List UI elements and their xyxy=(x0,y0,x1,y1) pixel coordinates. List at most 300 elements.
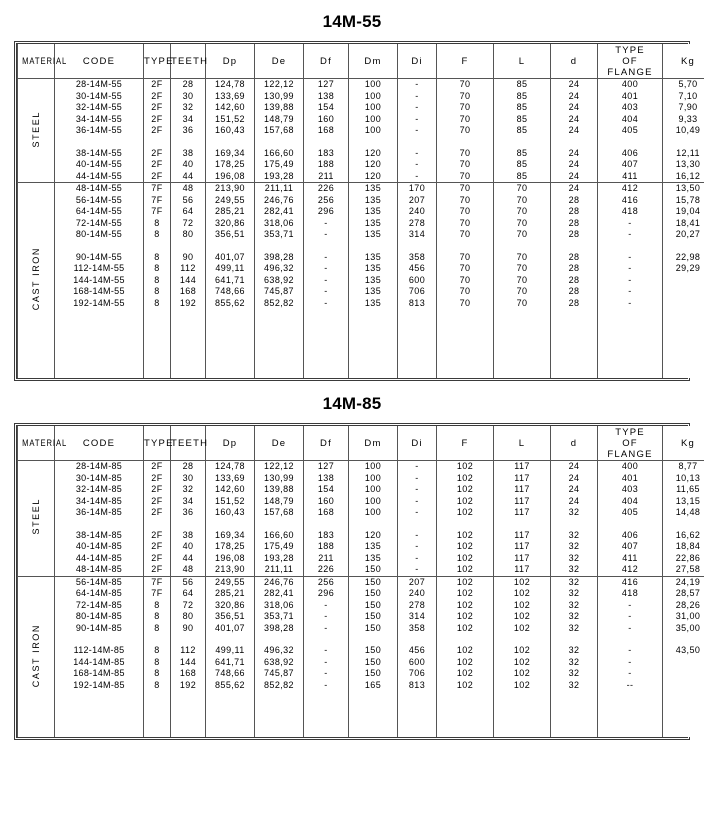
table-header-row xyxy=(18,44,704,79)
cell-code: 64-14M-85 xyxy=(55,588,144,600)
cell-d: 28 xyxy=(551,229,598,241)
cell-de: 175,49 xyxy=(255,159,304,171)
table-row xyxy=(18,530,704,542)
cell-empty xyxy=(171,634,206,645)
cell-di: - xyxy=(398,461,437,473)
cell-f: 70 xyxy=(437,263,494,275)
cell-dp: 160,43 xyxy=(206,125,255,137)
cell-d: 24 xyxy=(551,183,598,195)
cell-type: 2F xyxy=(144,171,171,183)
table-row xyxy=(18,496,704,508)
cell-l: 70 xyxy=(494,298,551,310)
cell-f: 102 xyxy=(437,461,494,473)
cell-d: 32 xyxy=(551,553,598,565)
cell-code: 32-14M-85 xyxy=(55,484,144,496)
cell-dm: 135 xyxy=(349,206,398,218)
cell-de: 122,12 xyxy=(255,79,304,91)
cell-code: 28-14M-85 xyxy=(55,461,144,473)
group-spacer-row xyxy=(18,241,704,252)
cell-teeth: 72 xyxy=(171,600,206,612)
column-header-flange: TYPE OF FLANGE xyxy=(598,44,663,79)
cell-type: 2F xyxy=(144,79,171,91)
column-header-dp: Dp xyxy=(206,426,255,461)
cell-empty xyxy=(598,726,663,738)
table-row xyxy=(18,484,704,496)
cell-df: - xyxy=(304,298,349,310)
cell-kg: 13,30 xyxy=(663,159,704,171)
cell-empty xyxy=(304,703,349,715)
cell-f: 70 xyxy=(437,275,494,287)
cell-empty xyxy=(171,355,206,367)
cell-d: 32 xyxy=(551,530,598,542)
cell-empty xyxy=(437,309,494,321)
cell-empty xyxy=(398,519,437,530)
table-row xyxy=(18,645,704,657)
cell-empty xyxy=(598,634,663,645)
cell-kg: 8,77 xyxy=(663,461,704,473)
cell-empty xyxy=(304,321,349,333)
cell-type: 2F xyxy=(144,553,171,565)
cell-empty xyxy=(663,691,704,703)
cell-empty xyxy=(206,703,255,715)
cell-de: 193,28 xyxy=(255,171,304,183)
cell-code: 112-14M-55 xyxy=(55,263,144,275)
table-row xyxy=(18,195,704,207)
column-header-l: L xyxy=(494,44,551,79)
cell-kg xyxy=(663,275,704,287)
cell-empty xyxy=(349,367,398,379)
cell-di: - xyxy=(398,148,437,160)
cell-empty xyxy=(55,309,144,321)
cell-dm: 100 xyxy=(349,507,398,519)
cell-l: 85 xyxy=(494,159,551,171)
cell-l: 117 xyxy=(494,564,551,576)
cell-df: 226 xyxy=(304,564,349,576)
cell-dm: 120 xyxy=(349,530,398,542)
cell-empty xyxy=(494,714,551,726)
cell-l: 102 xyxy=(494,600,551,612)
cell-di: 278 xyxy=(398,218,437,230)
cell-d: 24 xyxy=(551,473,598,485)
cell-code: 72-14M-85 xyxy=(55,600,144,612)
cell-f: 102 xyxy=(437,530,494,542)
cell-empty xyxy=(494,332,551,344)
cell-teeth: 38 xyxy=(171,530,206,542)
cell-teeth: 80 xyxy=(171,611,206,623)
table-row xyxy=(18,206,704,218)
cell-teeth: 144 xyxy=(171,275,206,287)
cell-kg: 22,86 xyxy=(663,553,704,565)
cell-empty xyxy=(304,714,349,726)
cell-type: 8 xyxy=(144,218,171,230)
cell-empty xyxy=(304,241,349,252)
column-header-code: CODE xyxy=(55,44,144,79)
cell-kg xyxy=(663,680,704,692)
cell-di: 600 xyxy=(398,657,437,669)
cell-de: 175,49 xyxy=(255,541,304,553)
cell-code: 44-14M-55 xyxy=(55,171,144,183)
material-label: CAST IRON xyxy=(30,247,41,311)
cell-dp: 320,86 xyxy=(206,218,255,230)
cell-flange: - xyxy=(598,229,663,241)
cell-type: 8 xyxy=(144,645,171,657)
cell-teeth: 144 xyxy=(171,657,206,669)
filler-row xyxy=(18,332,704,344)
table-row xyxy=(18,553,704,565)
table-row xyxy=(18,159,704,171)
cell-dm: 100 xyxy=(349,496,398,508)
cell-empty xyxy=(304,344,349,356)
material-label: CAST IRON xyxy=(30,623,41,687)
cell-de: 638,92 xyxy=(255,657,304,669)
cell-empty xyxy=(398,241,437,252)
cell-kg: 27,58 xyxy=(663,564,704,576)
cell-code: 30-14M-55 xyxy=(55,91,144,103)
cell-dp: 178,25 xyxy=(206,541,255,553)
cell-type: 8 xyxy=(144,680,171,692)
cell-f: 102 xyxy=(437,588,494,600)
cell-df: 256 xyxy=(304,576,349,588)
material-label-cell xyxy=(18,79,55,183)
cell-empty xyxy=(55,367,144,379)
cell-empty xyxy=(598,367,663,379)
cell-df: 188 xyxy=(304,541,349,553)
cell-d: 32 xyxy=(551,507,598,519)
cell-empty xyxy=(598,241,663,252)
cell-flange: - xyxy=(598,275,663,287)
cell-f: 70 xyxy=(437,183,494,195)
cell-empty xyxy=(255,355,304,367)
cell-d: 28 xyxy=(551,252,598,264)
cell-flange: 406 xyxy=(598,148,663,160)
cell-d: 24 xyxy=(551,114,598,126)
cell-empty xyxy=(55,332,144,344)
cell-f: 102 xyxy=(437,564,494,576)
cell-de: 130,99 xyxy=(255,91,304,103)
cell-code: 168-14M-55 xyxy=(55,286,144,298)
cell-type: 8 xyxy=(144,229,171,241)
cell-empty xyxy=(255,332,304,344)
cell-flange: - xyxy=(598,657,663,669)
cell-f: 102 xyxy=(437,553,494,565)
cell-kg: 10,49 xyxy=(663,125,704,137)
cell-l: 70 xyxy=(494,195,551,207)
cell-flange: - xyxy=(598,645,663,657)
cell-l: 85 xyxy=(494,114,551,126)
cell-empty xyxy=(437,241,494,252)
cell-empty xyxy=(551,634,598,645)
cell-kg: 16,12 xyxy=(663,171,704,183)
cell-d: 24 xyxy=(551,102,598,114)
cell-teeth: 48 xyxy=(171,183,206,195)
cell-df: 138 xyxy=(304,91,349,103)
cell-kg xyxy=(663,286,704,298)
cell-de: 496,32 xyxy=(255,645,304,657)
table-row xyxy=(18,507,704,519)
cell-d: 32 xyxy=(551,680,598,692)
cell-empty xyxy=(494,691,551,703)
cell-d: 24 xyxy=(551,159,598,171)
cell-de: 166,60 xyxy=(255,530,304,542)
cell-teeth: 34 xyxy=(171,496,206,508)
cell-empty xyxy=(398,367,437,379)
cell-flange: 405 xyxy=(598,507,663,519)
cell-flange: 403 xyxy=(598,102,663,114)
cell-code: 38-14M-85 xyxy=(55,530,144,542)
cell-code: 80-14M-55 xyxy=(55,229,144,241)
cell-teeth: 90 xyxy=(171,623,206,635)
cell-dm: 120 xyxy=(349,148,398,160)
cell-empty xyxy=(349,344,398,356)
cell-dm: 150 xyxy=(349,576,398,588)
cell-flange: 404 xyxy=(598,114,663,126)
cell-empty xyxy=(55,344,144,356)
cell-d: 28 xyxy=(551,195,598,207)
cell-empty xyxy=(304,691,349,703)
cell-de: 318,06 xyxy=(255,218,304,230)
column-header-material: MATERIAL xyxy=(21,44,51,79)
cell-empty xyxy=(144,321,171,333)
cell-empty xyxy=(663,726,704,738)
cell-type: 8 xyxy=(144,600,171,612)
table-row xyxy=(18,286,704,298)
column-header-dm: Dm xyxy=(349,426,398,461)
cell-df: 160 xyxy=(304,496,349,508)
cell-f: 70 xyxy=(437,125,494,137)
cell-l: 70 xyxy=(494,263,551,275)
column-header-flange: TYPE OF FLANGE xyxy=(598,426,663,461)
cell-code: 34-14M-85 xyxy=(55,496,144,508)
cell-code: 44-14M-85 xyxy=(55,553,144,565)
cell-f: 70 xyxy=(437,171,494,183)
cell-dm: 135 xyxy=(349,252,398,264)
cell-teeth: 48 xyxy=(171,564,206,576)
cell-empty xyxy=(598,344,663,356)
cell-de: 157,68 xyxy=(255,125,304,137)
cell-type: 7F xyxy=(144,206,171,218)
cell-empty xyxy=(55,726,144,738)
cell-empty xyxy=(551,519,598,530)
cell-l: 85 xyxy=(494,79,551,91)
cell-dm: 150 xyxy=(349,588,398,600)
cell-type: 8 xyxy=(144,668,171,680)
cell-f: 70 xyxy=(437,195,494,207)
cell-empty xyxy=(494,344,551,356)
cell-f: 102 xyxy=(437,680,494,692)
cell-empty xyxy=(144,726,171,738)
cell-code: 90-14M-55 xyxy=(55,252,144,264)
cell-de: 148,79 xyxy=(255,496,304,508)
table-row xyxy=(18,564,704,576)
cell-f: 70 xyxy=(437,91,494,103)
cell-kg: 5,70 xyxy=(663,79,704,91)
cell-empty xyxy=(551,137,598,148)
cell-kg: 28,26 xyxy=(663,600,704,612)
cell-d: 28 xyxy=(551,298,598,310)
cell-f: 102 xyxy=(437,473,494,485)
cell-type: 2F xyxy=(144,564,171,576)
cell-empty xyxy=(304,367,349,379)
cell-teeth: 44 xyxy=(171,553,206,565)
column-header-kg: Kg xyxy=(663,426,704,461)
cell-empty xyxy=(398,726,437,738)
table-row xyxy=(18,275,704,287)
cell-de: 638,92 xyxy=(255,275,304,287)
cell-kg: 14,48 xyxy=(663,507,704,519)
column-header-type: TYPE xyxy=(144,426,171,461)
table-row xyxy=(18,588,704,600)
column-header-dp: Dp xyxy=(206,44,255,79)
cell-code: 56-14M-85 xyxy=(55,576,144,588)
cell-de: 211,11 xyxy=(255,183,304,195)
cell-empty xyxy=(494,355,551,367)
cell-l: 117 xyxy=(494,553,551,565)
cell-dp: 641,71 xyxy=(206,275,255,287)
column-header-d: d xyxy=(551,44,598,79)
filler-row xyxy=(18,355,704,367)
cell-flange: 400 xyxy=(598,461,663,473)
cell-flange: 407 xyxy=(598,541,663,553)
cell-kg: 13,50 xyxy=(663,183,704,195)
column-header-f: F xyxy=(437,44,494,79)
cell-teeth: 56 xyxy=(171,576,206,588)
cell-empty xyxy=(144,634,171,645)
cell-de: 193,28 xyxy=(255,553,304,565)
cell-empty xyxy=(255,519,304,530)
cell-l: 102 xyxy=(494,611,551,623)
cell-di: 314 xyxy=(398,229,437,241)
cell-l: 85 xyxy=(494,102,551,114)
cell-dp: 213,90 xyxy=(206,183,255,195)
cell-dm: 100 xyxy=(349,114,398,126)
cell-type: 8 xyxy=(144,657,171,669)
table-row xyxy=(18,623,704,635)
cell-empty xyxy=(551,703,598,715)
cell-teeth: 40 xyxy=(171,541,206,553)
cell-di: 170 xyxy=(398,183,437,195)
cell-empty xyxy=(171,726,206,738)
cell-code: 64-14M-55 xyxy=(55,206,144,218)
cell-df: 211 xyxy=(304,171,349,183)
cell-kg: 19,04 xyxy=(663,206,704,218)
cell-type: 8 xyxy=(144,611,171,623)
cell-empty xyxy=(494,321,551,333)
cell-dp: 178,25 xyxy=(206,159,255,171)
cell-teeth: 64 xyxy=(171,206,206,218)
cell-empty xyxy=(551,355,598,367)
cell-di: - xyxy=(398,473,437,485)
cell-di: 456 xyxy=(398,263,437,275)
cell-f: 70 xyxy=(437,206,494,218)
cell-l: 85 xyxy=(494,125,551,137)
cell-flange: 416 xyxy=(598,195,663,207)
cell-dp: 356,51 xyxy=(206,229,255,241)
cell-l: 70 xyxy=(494,183,551,195)
table-frame-outer xyxy=(14,41,701,381)
cell-empty xyxy=(171,367,206,379)
column-header-de: De xyxy=(255,44,304,79)
cell-empty xyxy=(55,241,144,252)
cell-code: 112-14M-85 xyxy=(55,645,144,657)
cell-f: 70 xyxy=(437,79,494,91)
cell-flange: 400 xyxy=(598,79,663,91)
cell-flange: - xyxy=(598,218,663,230)
cell-di: - xyxy=(398,102,437,114)
cell-f: 70 xyxy=(437,218,494,230)
cell-empty xyxy=(663,321,704,333)
cell-empty xyxy=(398,309,437,321)
cell-empty xyxy=(437,691,494,703)
cell-empty xyxy=(663,241,704,252)
cell-empty xyxy=(437,137,494,148)
cell-df: - xyxy=(304,645,349,657)
cell-f: 70 xyxy=(437,229,494,241)
tables-container xyxy=(14,0,701,740)
cell-empty xyxy=(144,332,171,344)
cell-df: 168 xyxy=(304,507,349,519)
cell-empty xyxy=(598,137,663,148)
cell-dp: 249,55 xyxy=(206,195,255,207)
cell-empty xyxy=(206,344,255,356)
cell-di: - xyxy=(398,171,437,183)
table-title: 14M-85 xyxy=(322,394,382,413)
cell-l: 117 xyxy=(494,507,551,519)
cell-empty xyxy=(349,355,398,367)
cell-empty xyxy=(349,321,398,333)
cell-d: 28 xyxy=(551,275,598,287)
cell-dp: 124,78 xyxy=(206,79,255,91)
cell-empty xyxy=(349,309,398,321)
cell-empty xyxy=(171,703,206,715)
cell-type: 8 xyxy=(144,252,171,264)
table-row xyxy=(18,91,704,103)
cell-kg: 11,65 xyxy=(663,484,704,496)
table-frame-inner xyxy=(16,43,701,379)
cell-d: 24 xyxy=(551,148,598,160)
group-spacer-row xyxy=(18,519,704,530)
cell-f: 70 xyxy=(437,286,494,298)
cell-empty xyxy=(304,332,349,344)
cell-df: 138 xyxy=(304,473,349,485)
cell-df: - xyxy=(304,275,349,287)
cell-empty xyxy=(398,714,437,726)
spec-table-block xyxy=(14,381,701,740)
cell-empty xyxy=(349,691,398,703)
cell-d: 28 xyxy=(551,263,598,275)
cell-code: 72-14M-55 xyxy=(55,218,144,230)
cell-f: 102 xyxy=(437,541,494,553)
table-header-row xyxy=(18,426,704,461)
column-header-di: Di xyxy=(398,44,437,79)
cell-dp: 160,43 xyxy=(206,507,255,519)
cell-empty xyxy=(663,703,704,715)
cell-f: 102 xyxy=(437,484,494,496)
column-header-type: TYPE xyxy=(144,44,171,79)
cell-l: 102 xyxy=(494,668,551,680)
cell-df: 256 xyxy=(304,195,349,207)
cell-type: 2F xyxy=(144,114,171,126)
cell-empty xyxy=(349,634,398,645)
cell-teeth: 44 xyxy=(171,171,206,183)
filler-row xyxy=(18,344,704,356)
cell-empty xyxy=(255,691,304,703)
cell-type: 2F xyxy=(144,496,171,508)
cell-f: 70 xyxy=(437,148,494,160)
table-row xyxy=(18,148,704,160)
cell-empty xyxy=(144,355,171,367)
cell-empty xyxy=(598,691,663,703)
cell-l: 70 xyxy=(494,286,551,298)
